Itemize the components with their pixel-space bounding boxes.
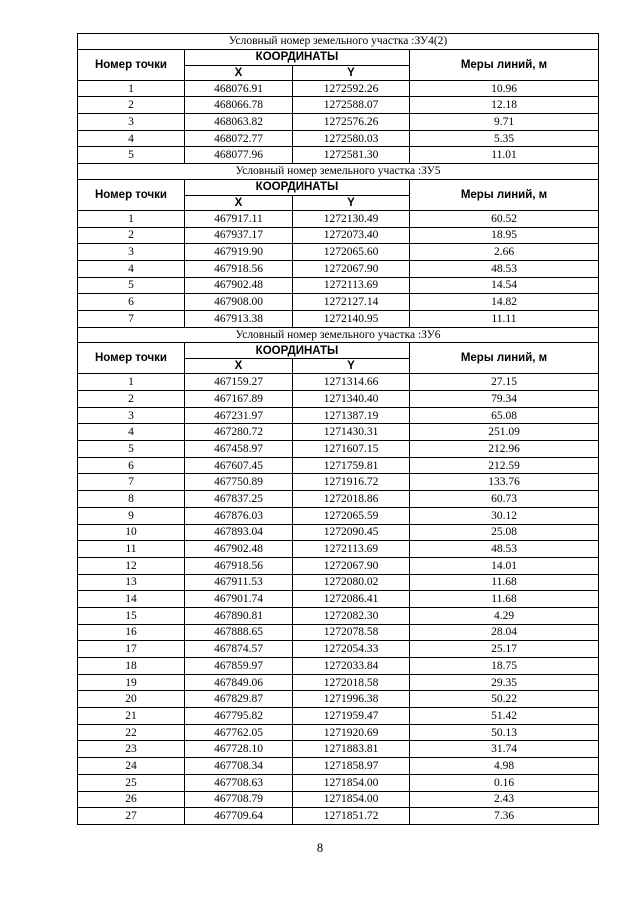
header-y: Y: [293, 65, 410, 80]
section-caption-row: [78, 327, 599, 343]
line-length-cell: 14.82: [410, 294, 599, 311]
table-row: [78, 244, 599, 261]
line-length-cell: 50.22: [410, 691, 599, 708]
table-row: [78, 227, 599, 244]
point-number-cell: 5: [78, 277, 185, 294]
y-coordinate-cell: 1271851.72: [293, 808, 410, 825]
y-coordinate-cell: 1272592.26: [293, 80, 410, 97]
y-coordinate-cell: 1272018.86: [293, 491, 410, 508]
table-row: [78, 758, 599, 775]
y-coordinate-cell: 1272054.33: [293, 641, 410, 658]
y-coordinate-cell: 1272080.02: [293, 574, 410, 591]
x-coordinate-cell: 467917.11: [185, 210, 293, 227]
section-caption: Условный номер земельного участка :ЗУ5: [78, 164, 599, 180]
x-coordinate-cell: 468077.96: [185, 147, 293, 164]
y-coordinate-cell: 1272581.30: [293, 147, 410, 164]
table-row: [78, 724, 599, 741]
x-coordinate-cell: 468066.78: [185, 97, 293, 114]
header-x: X: [185, 65, 293, 80]
line-length-cell: 10.96: [410, 80, 599, 97]
point-number-cell: 4: [78, 424, 185, 441]
point-number-cell: 7: [78, 310, 185, 327]
x-coordinate-cell: 467859.97: [185, 658, 293, 675]
table-row: [78, 491, 599, 508]
point-number-cell: 24: [78, 758, 185, 775]
table-row: [78, 310, 599, 327]
y-coordinate-cell: 1272113.69: [293, 277, 410, 294]
line-length-cell: 2.43: [410, 791, 599, 808]
line-length-cell: 50.13: [410, 724, 599, 741]
y-coordinate-cell: 1271759.81: [293, 457, 410, 474]
y-coordinate-cell: 1272078.58: [293, 624, 410, 641]
point-number-cell: 18: [78, 658, 185, 675]
y-coordinate-cell: 1272018.58: [293, 674, 410, 691]
table-row: [78, 474, 599, 491]
y-coordinate-cell: 1272065.60: [293, 244, 410, 261]
table-row: [78, 147, 599, 164]
line-length-cell: 11.01: [410, 147, 599, 164]
point-number-cell: 6: [78, 457, 185, 474]
x-coordinate-cell: 467893.04: [185, 524, 293, 541]
y-coordinate-cell: 1271854.00: [293, 774, 410, 791]
coordinates-table: [77, 33, 599, 825]
table-row: [78, 557, 599, 574]
x-coordinate-cell: 467762.05: [185, 724, 293, 741]
point-number-cell: 5: [78, 441, 185, 458]
line-length-cell: 0.16: [410, 774, 599, 791]
point-number-cell: 11: [78, 541, 185, 558]
line-length-cell: 18.95: [410, 227, 599, 244]
x-coordinate-cell: 467708.63: [185, 774, 293, 791]
table-row: [78, 524, 599, 541]
table-header-row: [78, 49, 599, 65]
point-number-cell: 10: [78, 524, 185, 541]
y-coordinate-cell: 1272576.26: [293, 114, 410, 131]
y-coordinate-cell: 1272073.40: [293, 227, 410, 244]
header-line-length: Меры линий, м: [410, 179, 599, 210]
line-length-cell: 14.01: [410, 557, 599, 574]
y-coordinate-cell: 1271883.81: [293, 741, 410, 758]
point-number-cell: 2: [78, 391, 185, 408]
table-row: [78, 391, 599, 408]
y-coordinate-cell: 1272065.59: [293, 507, 410, 524]
point-number-cell: 23: [78, 741, 185, 758]
point-number-cell: 21: [78, 708, 185, 725]
line-length-cell: 133.76: [410, 474, 599, 491]
point-number-cell: 4: [78, 260, 185, 277]
line-length-cell: 18.75: [410, 658, 599, 675]
x-coordinate-cell: 467829.87: [185, 691, 293, 708]
point-number-cell: 3: [78, 244, 185, 261]
y-coordinate-cell: 1271607.15: [293, 441, 410, 458]
point-number-cell: 6: [78, 294, 185, 311]
table-row: [78, 80, 599, 97]
table-row: [78, 374, 599, 391]
y-coordinate-cell: 1272090.45: [293, 524, 410, 541]
line-length-cell: 48.53: [410, 541, 599, 558]
y-coordinate-cell: 1272113.69: [293, 541, 410, 558]
point-number-cell: 1: [78, 210, 185, 227]
point-number-cell: 8: [78, 491, 185, 508]
section-caption: Условный номер земельного участка :ЗУ4(2): [78, 34, 599, 50]
table-row: [78, 791, 599, 808]
header-point-number: Номер точки: [78, 49, 185, 80]
table-row: [78, 541, 599, 558]
x-coordinate-cell: 467708.79: [185, 791, 293, 808]
point-number-cell: 14: [78, 591, 185, 608]
x-coordinate-cell: 467937.17: [185, 227, 293, 244]
table-row: [78, 708, 599, 725]
table-row: [78, 97, 599, 114]
x-coordinate-cell: 467911.53: [185, 574, 293, 591]
x-coordinate-cell: 467607.45: [185, 457, 293, 474]
y-coordinate-cell: 1271996.38: [293, 691, 410, 708]
table-row: [78, 507, 599, 524]
line-length-cell: 12.18: [410, 97, 599, 114]
point-number-cell: 16: [78, 624, 185, 641]
y-coordinate-cell: 1271314.66: [293, 374, 410, 391]
table-row: [78, 607, 599, 624]
point-number-cell: 19: [78, 674, 185, 691]
y-coordinate-cell: 1272082.30: [293, 607, 410, 624]
x-coordinate-cell: 467795.82: [185, 708, 293, 725]
header-y: Y: [293, 359, 410, 374]
point-number-cell: 26: [78, 791, 185, 808]
x-coordinate-cell: 467280.72: [185, 424, 293, 441]
x-coordinate-cell: 468063.82: [185, 114, 293, 131]
header-coordinates: КООРДИНАТЫ: [185, 343, 410, 359]
line-length-cell: 212.59: [410, 457, 599, 474]
table-row: [78, 641, 599, 658]
y-coordinate-cell: 1271916.72: [293, 474, 410, 491]
line-length-cell: 60.73: [410, 491, 599, 508]
x-coordinate-cell: 467837.25: [185, 491, 293, 508]
line-length-cell: 25.17: [410, 641, 599, 658]
x-coordinate-cell: 468076.91: [185, 80, 293, 97]
header-point-number: Номер точки: [78, 179, 185, 210]
line-length-cell: 251.09: [410, 424, 599, 441]
header-coordinates: КООРДИНАТЫ: [185, 49, 410, 65]
line-length-cell: 4.98: [410, 758, 599, 775]
x-coordinate-cell: 467750.89: [185, 474, 293, 491]
line-length-cell: 9.71: [410, 114, 599, 131]
table-row: [78, 674, 599, 691]
y-coordinate-cell: 1271430.31: [293, 424, 410, 441]
header-y: Y: [293, 195, 410, 210]
x-coordinate-cell: 467728.10: [185, 741, 293, 758]
y-coordinate-cell: 1272130.49: [293, 210, 410, 227]
x-coordinate-cell: 467167.89: [185, 391, 293, 408]
y-coordinate-cell: 1272588.07: [293, 97, 410, 114]
table-row: [78, 624, 599, 641]
x-coordinate-cell: 467918.56: [185, 557, 293, 574]
point-number-cell: 5: [78, 147, 185, 164]
line-length-cell: 4.29: [410, 607, 599, 624]
x-coordinate-cell: 467708.34: [185, 758, 293, 775]
x-coordinate-cell: 467709.64: [185, 808, 293, 825]
x-coordinate-cell: 467888.65: [185, 624, 293, 641]
point-number-cell: 2: [78, 97, 185, 114]
y-coordinate-cell: 1272033.84: [293, 658, 410, 675]
line-length-cell: 11.68: [410, 574, 599, 591]
table-row: [78, 741, 599, 758]
coordinates-table-body: [78, 34, 599, 825]
x-coordinate-cell: 467913.38: [185, 310, 293, 327]
header-line-length: Меры линий, м: [410, 343, 599, 374]
line-length-cell: 7.36: [410, 808, 599, 825]
point-number-cell: 1: [78, 374, 185, 391]
line-length-cell: 11.11: [410, 310, 599, 327]
x-coordinate-cell: 467908.00: [185, 294, 293, 311]
x-coordinate-cell: 467902.48: [185, 541, 293, 558]
x-coordinate-cell: 467901.74: [185, 591, 293, 608]
table-row: [78, 210, 599, 227]
line-length-cell: 28.04: [410, 624, 599, 641]
line-length-cell: 212.96: [410, 441, 599, 458]
line-length-cell: 79.34: [410, 391, 599, 408]
header-x: X: [185, 359, 293, 374]
header-coordinates: КООРДИНАТЫ: [185, 179, 410, 195]
line-length-cell: 51.42: [410, 708, 599, 725]
line-length-cell: 2.66: [410, 244, 599, 261]
y-coordinate-cell: 1272067.90: [293, 557, 410, 574]
x-coordinate-cell: 467849.06: [185, 674, 293, 691]
document-body: [77, 33, 598, 825]
point-number-cell: 13: [78, 574, 185, 591]
line-length-cell: 65.08: [410, 407, 599, 424]
x-coordinate-cell: 467919.90: [185, 244, 293, 261]
table-row: [78, 114, 599, 131]
x-coordinate-cell: 467902.48: [185, 277, 293, 294]
table-row: [78, 130, 599, 147]
table-header-row: [78, 343, 599, 359]
header-x: X: [185, 195, 293, 210]
table-row: [78, 691, 599, 708]
table-row: [78, 441, 599, 458]
line-length-cell: 31.74: [410, 741, 599, 758]
y-coordinate-cell: 1271387.19: [293, 407, 410, 424]
point-number-cell: 20: [78, 691, 185, 708]
table-header-row: [78, 179, 599, 195]
y-coordinate-cell: 1271920.69: [293, 724, 410, 741]
y-coordinate-cell: 1272067.90: [293, 260, 410, 277]
point-number-cell: 22: [78, 724, 185, 741]
y-coordinate-cell: 1272140.95: [293, 310, 410, 327]
line-length-cell: 27.15: [410, 374, 599, 391]
point-number-cell: 27: [78, 808, 185, 825]
x-coordinate-cell: 467876.03: [185, 507, 293, 524]
line-length-cell: 60.52: [410, 210, 599, 227]
point-number-cell: 9: [78, 507, 185, 524]
table-row: [78, 591, 599, 608]
point-number-cell: 17: [78, 641, 185, 658]
header-line-length: Меры линий, м: [410, 49, 599, 80]
line-length-cell: 25.08: [410, 524, 599, 541]
table-row: [78, 277, 599, 294]
x-coordinate-cell: 467874.57: [185, 641, 293, 658]
line-length-cell: 14.54: [410, 277, 599, 294]
y-coordinate-cell: 1272580.03: [293, 130, 410, 147]
table-row: [78, 774, 599, 791]
x-coordinate-cell: 468072.77: [185, 130, 293, 147]
point-number-cell: 15: [78, 607, 185, 624]
x-coordinate-cell: 467159.27: [185, 374, 293, 391]
y-coordinate-cell: 1271959.47: [293, 708, 410, 725]
section-caption: Условный номер земельного участка :ЗУ6: [78, 327, 599, 343]
section-caption-row: [78, 34, 599, 50]
x-coordinate-cell: 467458.97: [185, 441, 293, 458]
line-length-cell: 30.12: [410, 507, 599, 524]
page-number: 8: [316, 841, 324, 855]
point-number-cell: 7: [78, 474, 185, 491]
line-length-cell: 11.68: [410, 591, 599, 608]
point-number-cell: 4: [78, 130, 185, 147]
table-row: [78, 260, 599, 277]
point-number-cell: 25: [78, 774, 185, 791]
point-number-cell: 12: [78, 557, 185, 574]
y-coordinate-cell: 1272086.41: [293, 591, 410, 608]
point-number-cell: 2: [78, 227, 185, 244]
line-length-cell: 29.35: [410, 674, 599, 691]
point-number-cell: 1: [78, 80, 185, 97]
point-number-cell: 3: [78, 114, 185, 131]
x-coordinate-cell: 467918.56: [185, 260, 293, 277]
table-row: [78, 424, 599, 441]
line-length-cell: 48.53: [410, 260, 599, 277]
y-coordinate-cell: 1271858.97: [293, 758, 410, 775]
table-row: [78, 407, 599, 424]
table-row: [78, 574, 599, 591]
x-coordinate-cell: 467231.97: [185, 407, 293, 424]
header-point-number: Номер точки: [78, 343, 185, 374]
table-row: [78, 658, 599, 675]
table-row: [78, 457, 599, 474]
table-row: [78, 808, 599, 825]
point-number-cell: 3: [78, 407, 185, 424]
table-row: [78, 294, 599, 311]
y-coordinate-cell: 1271854.00: [293, 791, 410, 808]
section-caption-row: [78, 164, 599, 180]
x-coordinate-cell: 467890.81: [185, 607, 293, 624]
line-length-cell: 5.35: [410, 130, 599, 147]
y-coordinate-cell: 1271340.40: [293, 391, 410, 408]
y-coordinate-cell: 1272127.14: [293, 294, 410, 311]
